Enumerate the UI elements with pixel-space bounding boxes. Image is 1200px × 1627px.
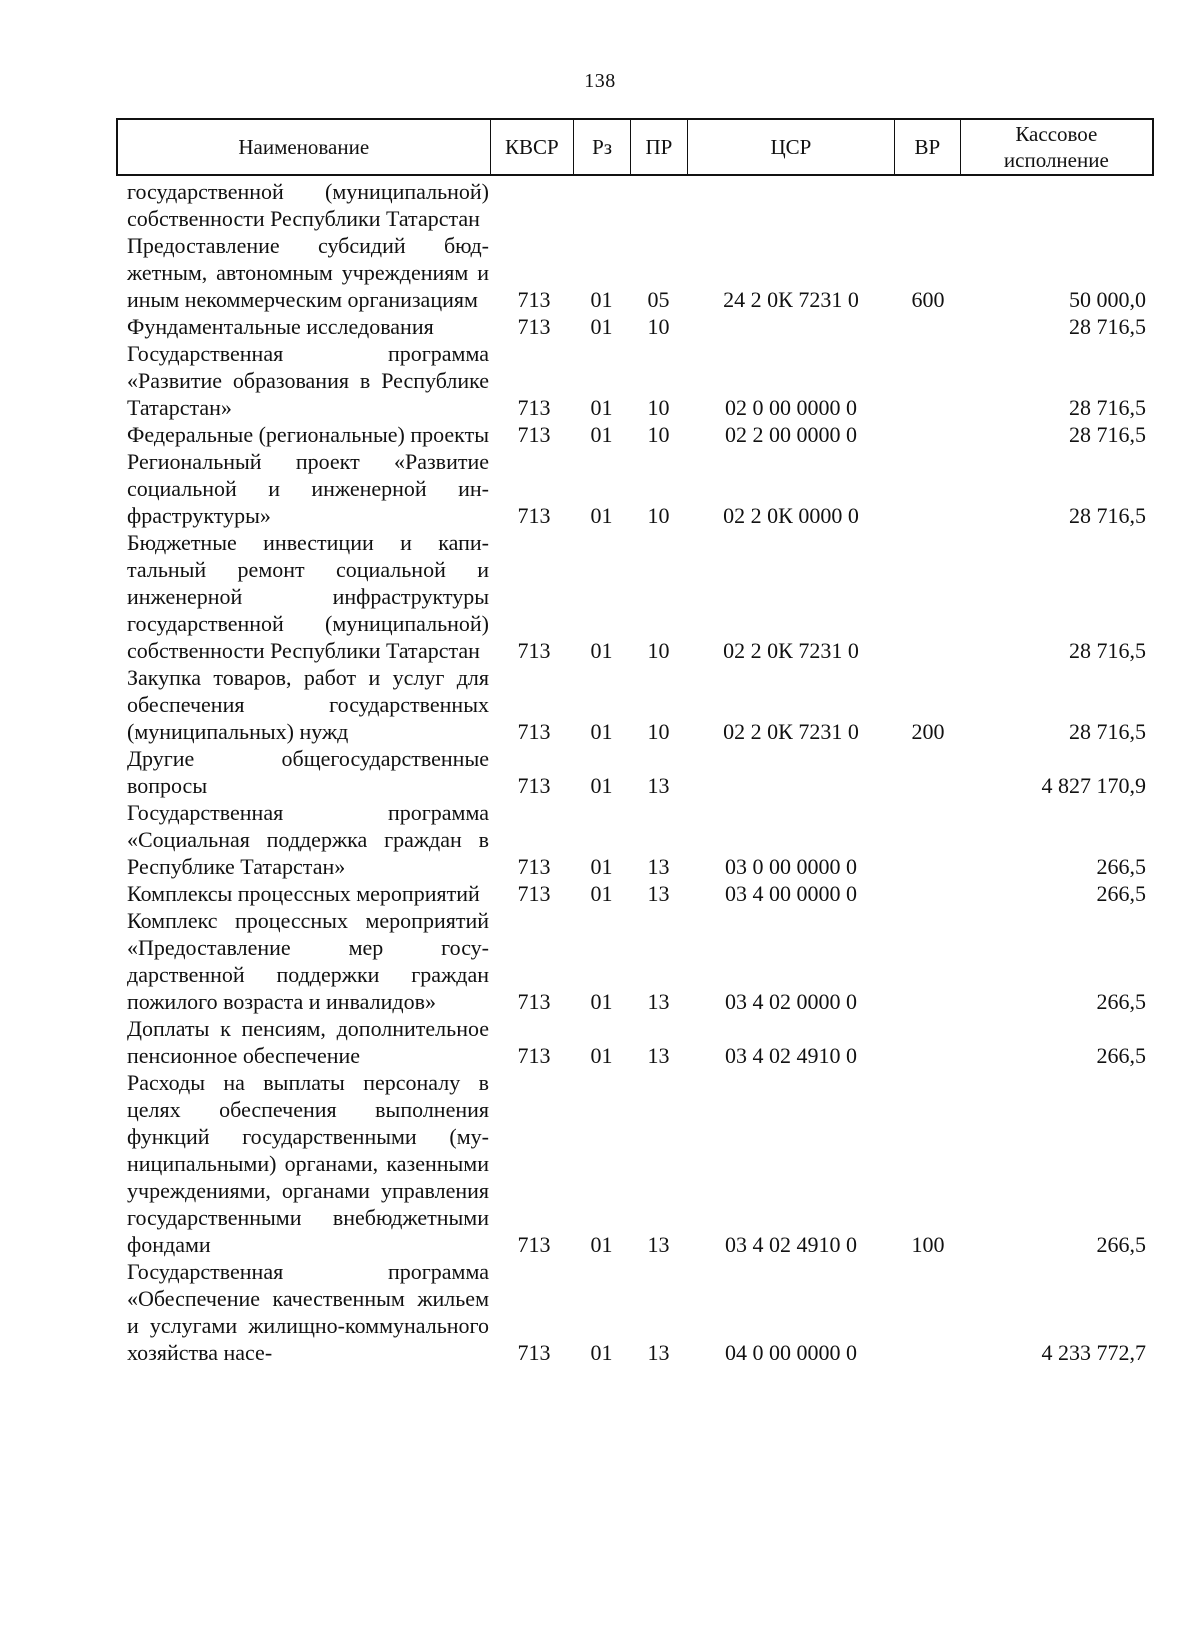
row-amount: 4 827 170,9 <box>1041 773 1146 798</box>
budget-table <box>116 118 1154 1366</box>
row-csr: 02 0 00 0000 0 <box>725 395 857 420</box>
table-row <box>116 745 1154 799</box>
row-kvsr: 713 <box>517 1043 551 1068</box>
row-rz: 01 <box>590 854 613 879</box>
row-amount: 4 233 772,7 <box>1041 1340 1146 1365</box>
row-name: Государственная программа «Развитие образования в Республике Татарстан» <box>127 341 489 420</box>
table-row <box>116 232 1154 313</box>
row-amount: 50 000,0 <box>1069 287 1146 312</box>
row-amount: 266,5 <box>1096 881 1146 906</box>
row-pr: 10 <box>647 719 670 744</box>
row-csr: 02 2 0К 0000 0 <box>723 503 859 528</box>
table-header <box>116 118 1154 176</box>
table-row <box>116 664 1154 745</box>
table-row <box>116 1258 1154 1366</box>
row-amount: 28 716,5 <box>1069 503 1146 528</box>
row-pr: 13 <box>647 989 670 1014</box>
row-rz: 01 <box>590 422 613 447</box>
row-csr: 03 4 02 0000 0 <box>725 989 857 1014</box>
row-name: Бюджетные инвестиции и капитальный ремонт социальной и инженерной инфраструктуры государственной (муниципальной) собственности Республики Татарстан <box>127 530 489 663</box>
row-amount: 266,5 <box>1096 989 1146 1014</box>
row-pr: 10 <box>647 395 670 420</box>
row-kvsr: 713 <box>517 854 551 879</box>
row-amount: 28 716,5 <box>1069 638 1146 663</box>
table-row <box>116 340 1154 421</box>
table-row <box>116 1015 1154 1069</box>
row-amount: 28 716,5 <box>1069 314 1146 339</box>
row-rz: 01 <box>590 1043 613 1068</box>
table-row <box>116 799 1154 880</box>
row-name: Расходы на выплаты персоналу в целях обеспечения выполнения функций государственными (муниципальными) органами, казенными учреждениями, органами управления государственными внебюджетными фондами <box>127 1070 489 1257</box>
row-rz: 01 <box>590 1340 613 1365</box>
row-name: Комплекс процессных мероприятий «Предоставление мер государственной поддержки граждан пожилого возраста и инвалидов» <box>127 908 489 1014</box>
row-kvsr: 713 <box>517 989 551 1014</box>
row-rz: 01 <box>590 395 613 420</box>
row-pr: 13 <box>647 1340 670 1365</box>
row-kvsr: 713 <box>517 503 551 528</box>
row-kvsr: 713 <box>517 719 551 744</box>
page-number: 138 <box>584 70 616 92</box>
row-kvsr: 713 <box>517 1340 551 1365</box>
row-pr: 13 <box>647 854 670 879</box>
row-amount: 266,5 <box>1096 1043 1146 1068</box>
header-kvsr: КВСР <box>490 120 574 174</box>
row-csr: 02 2 00 0000 0 <box>725 422 857 447</box>
row-rz: 01 <box>590 503 613 528</box>
row-csr: 03 4 02 4910 0 <box>725 1043 857 1068</box>
row-name: Комплексы процессных мероприятий <box>127 881 480 906</box>
table-row <box>116 1069 1154 1258</box>
row-name: Федеральные (региональные) проекты <box>127 422 489 447</box>
row-kvsr: 713 <box>517 314 551 339</box>
table-row <box>116 529 1154 664</box>
row-kvsr: 713 <box>517 395 551 420</box>
row-vr: 600 <box>911 287 945 312</box>
row-kvsr: 713 <box>517 881 551 906</box>
row-vr: 100 <box>911 1232 945 1257</box>
row-kvsr: 713 <box>517 287 551 312</box>
row-csr: 02 2 0К 7231 0 <box>723 638 859 663</box>
row-name: Доплаты к пенсиям, дополнительное пенсионное обеспечение <box>127 1016 489 1068</box>
row-csr: 24 2 0К 7231 0 <box>723 287 859 312</box>
row-name: Закупка товаров, работ и услуг для обеспечения государственных (муниципальных) нужд <box>127 665 489 744</box>
row-rz: 01 <box>590 719 613 744</box>
row-name: Государственная программа «Социальная поддержка граждан в Республике Татарстан» <box>127 800 489 879</box>
header-vr: ВР <box>894 120 960 174</box>
row-kvsr: 713 <box>517 1232 551 1257</box>
header-csr: ЦСР <box>687 120 894 174</box>
header-pr: ПР <box>630 120 687 174</box>
table-body <box>116 178 1154 1366</box>
table-row <box>116 421 1154 448</box>
header-name: Наименование <box>238 135 370 159</box>
row-kvsr: 713 <box>517 773 551 798</box>
row-csr: 03 0 00 0000 0 <box>725 854 857 879</box>
row-pr: 10 <box>647 638 670 663</box>
row-name: Предоставление субсидий бюджетным, автономным учреждениям и иным некоммерческим организациям <box>127 233 489 312</box>
row-csr: 04 0 00 0000 0 <box>725 1340 857 1365</box>
row-csr: 03 4 02 4910 0 <box>725 1232 857 1257</box>
row-kvsr: 713 <box>517 422 551 447</box>
row-name: Другие общегосударственные вопросы <box>127 746 489 798</box>
row-vr: 200 <box>911 719 945 744</box>
row-pr: 13 <box>647 1043 670 1068</box>
row-pr: 13 <box>647 881 670 906</box>
row-name: Государственная программа «Обеспечение качественным жильем и услугами жилищно-коммунального хозяйства насе- <box>127 1259 489 1365</box>
row-pr: 10 <box>647 422 670 447</box>
table-row <box>116 448 1154 529</box>
header-rz: Рз <box>573 120 630 174</box>
row-rz: 01 <box>590 881 613 906</box>
row-pr: 13 <box>647 1232 670 1257</box>
row-amount: 28 716,5 <box>1069 422 1146 447</box>
row-name: Фундаментальные исследования <box>127 314 434 339</box>
table-row <box>116 907 1154 1015</box>
table-row <box>116 178 1154 232</box>
row-rz: 01 <box>590 1232 613 1257</box>
row-rz: 01 <box>590 773 613 798</box>
row-csr: 03 4 00 0000 0 <box>725 881 857 906</box>
table-row <box>116 880 1154 907</box>
row-rz: 01 <box>590 287 613 312</box>
row-csr: 02 2 0К 7231 0 <box>723 719 859 744</box>
row-amount: 28 716,5 <box>1069 395 1146 420</box>
header-amount: Кассовое исполнение <box>960 120 1152 174</box>
row-pr: 10 <box>647 503 670 528</box>
row-rz: 01 <box>590 989 613 1014</box>
row-name: Региональный проект «Развитие социальной и инженерной инфраструктуры» <box>127 449 489 528</box>
row-pr: 10 <box>647 314 670 339</box>
row-amount: 28 716,5 <box>1069 719 1146 744</box>
row-pr: 13 <box>647 773 670 798</box>
row-amount: 266,5 <box>1096 1232 1146 1257</box>
row-pr: 05 <box>647 287 670 312</box>
row-rz: 01 <box>590 638 613 663</box>
row-kvsr: 713 <box>517 638 551 663</box>
row-rz: 01 <box>590 314 613 339</box>
table-row <box>116 313 1154 340</box>
row-name: государственной (муниципальной) собственности Республики Татарстан <box>127 179 489 231</box>
row-amount: 266,5 <box>1096 854 1146 879</box>
